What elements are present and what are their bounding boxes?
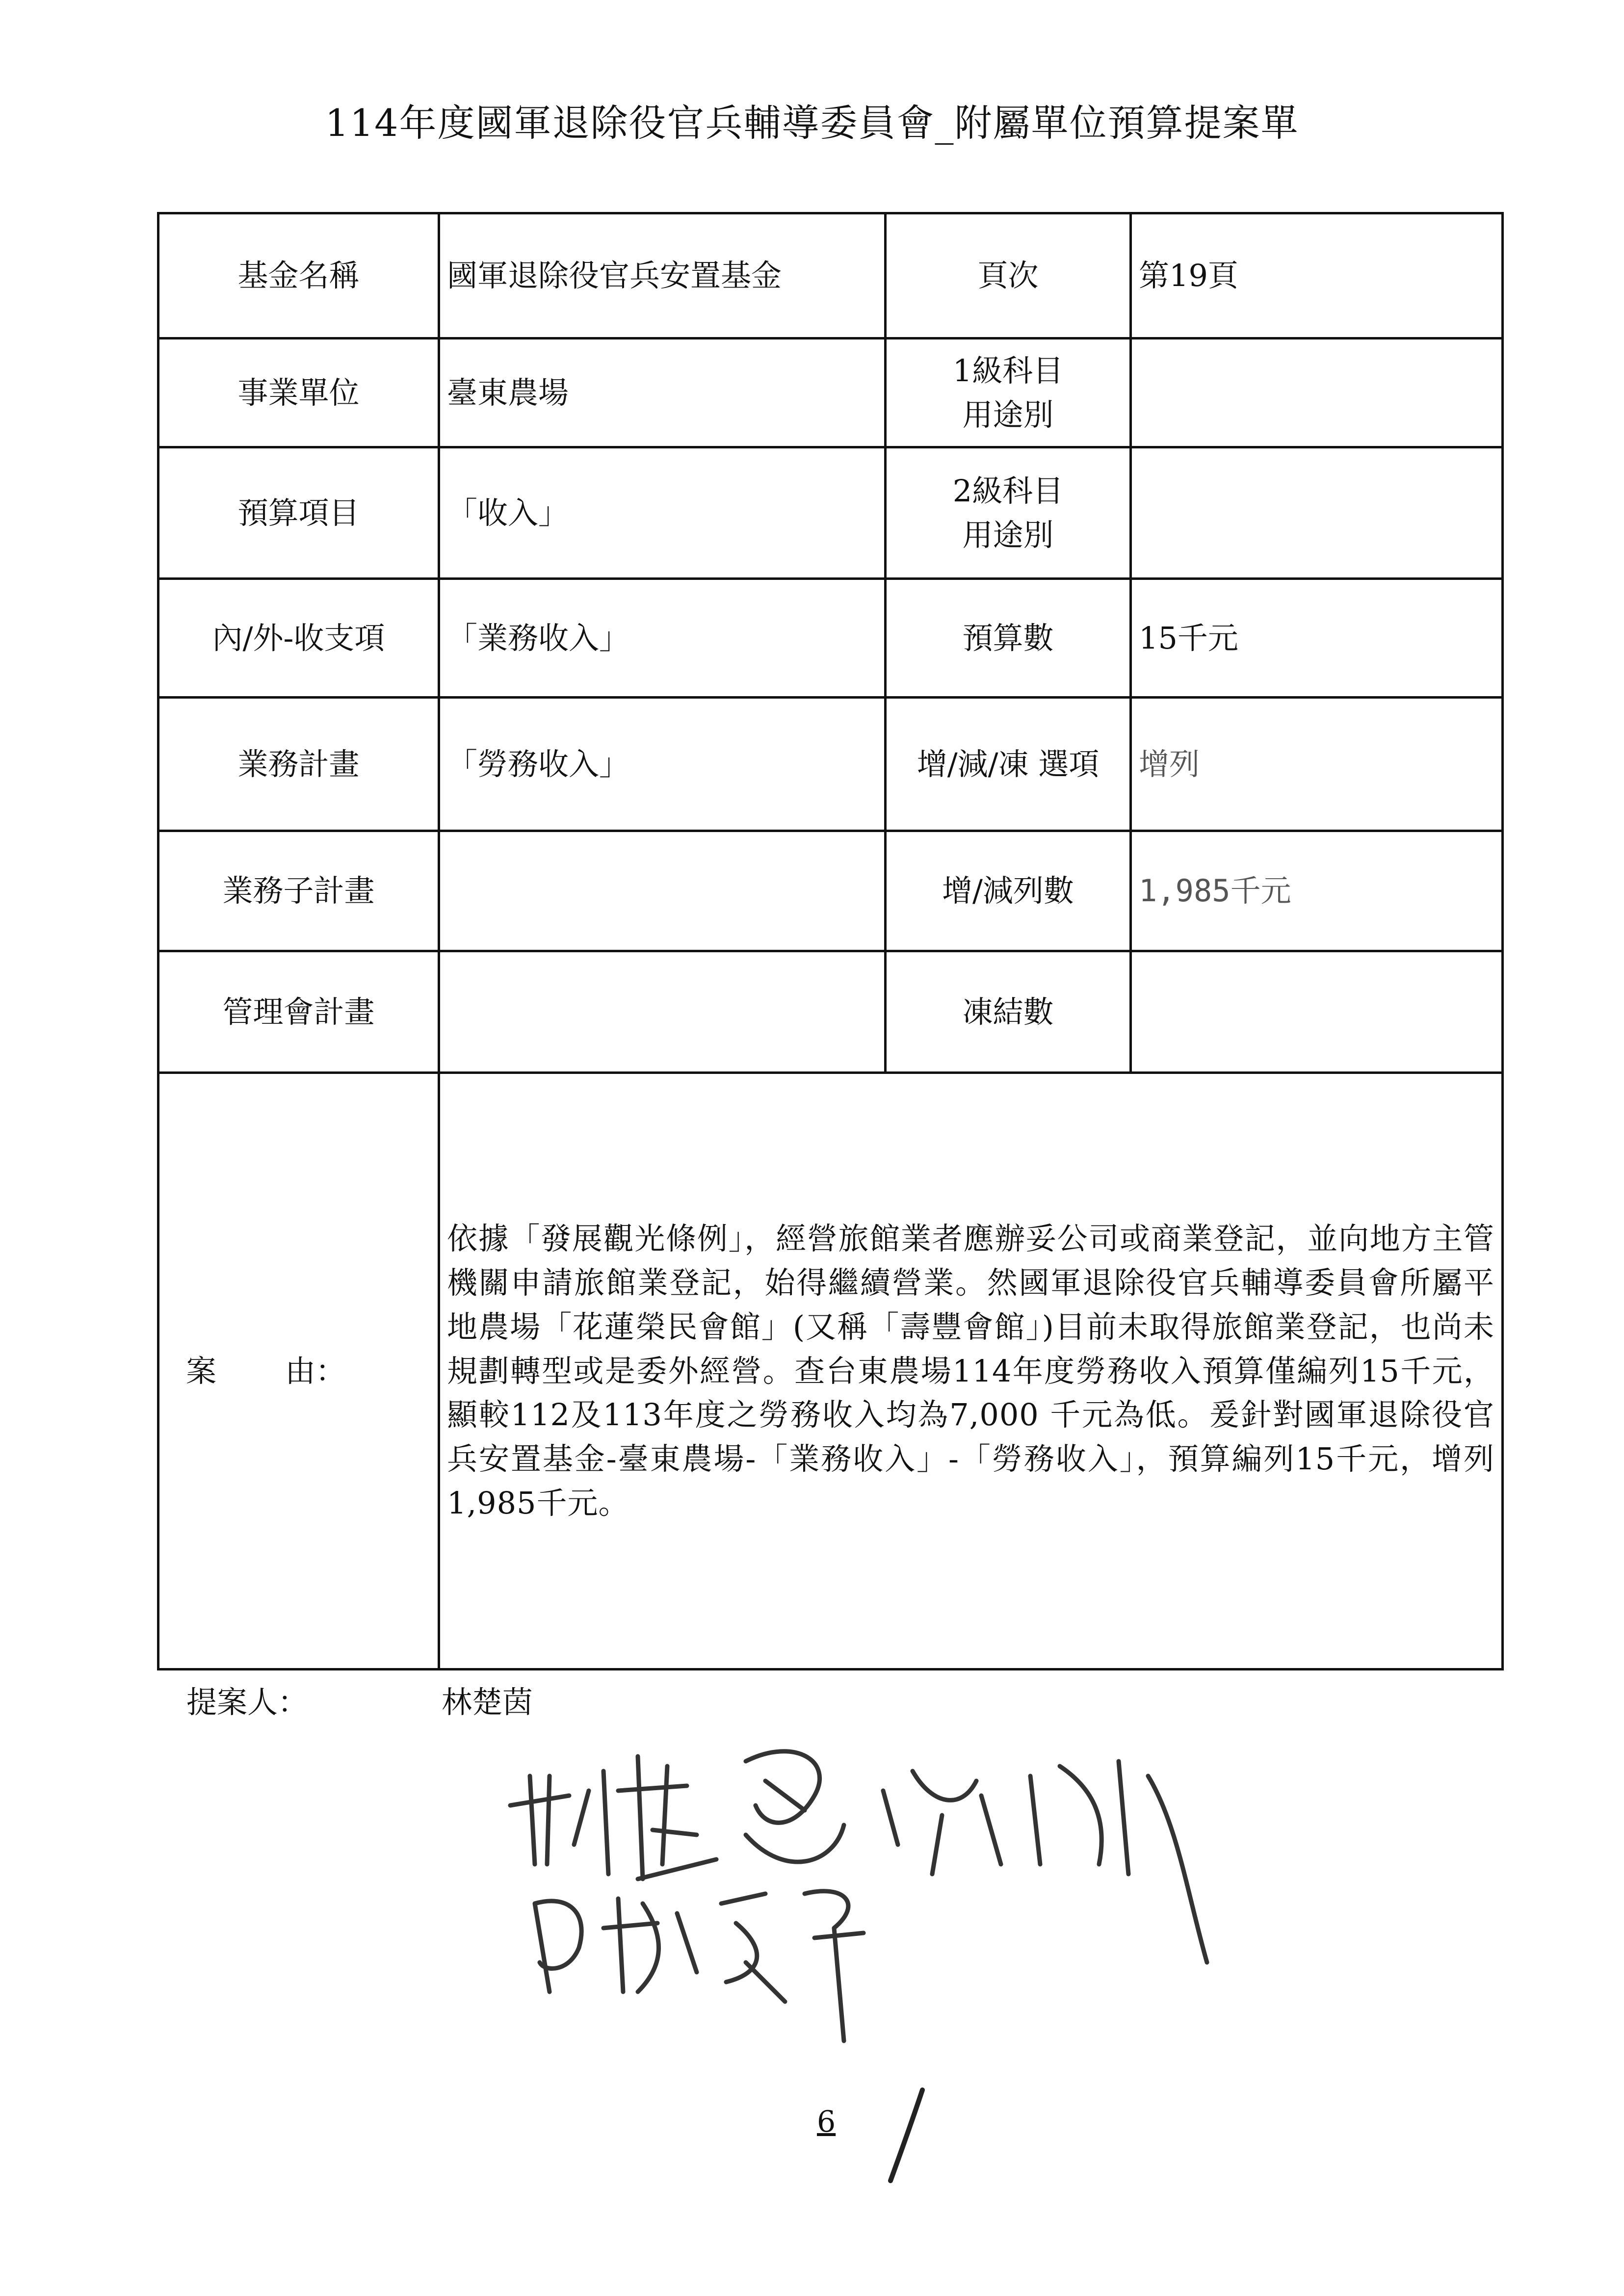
handwritten-signatures — [491, 1717, 1276, 2051]
fund-name-value: 國軍退除役官兵安置基金 — [439, 213, 886, 339]
frozen-amount-value — [1131, 951, 1503, 1073]
signature-stroke — [746, 1751, 844, 1862]
level1-subject-label — [886, 339, 1131, 447]
level1-subject-line2: 用途別 — [962, 396, 1054, 433]
proposer-name: 林楚茵 — [442, 1684, 533, 1720]
adjust-option-value: 增列 — [1131, 698, 1503, 831]
signature-stroke — [618, 1756, 716, 1879]
handwritten-mark — [878, 2080, 937, 2188]
mgmt-plan-value — [439, 951, 886, 1073]
fund-name-label: 基金名稱 — [158, 213, 439, 339]
reason-label-part2: 由： — [285, 1353, 346, 1389]
signature-stroke — [535, 1901, 581, 1992]
budget-amount-value: 15千元 — [1131, 579, 1503, 698]
level2-subject-line1: 2級科目 — [952, 472, 1064, 509]
level2-subject-line2: 用途別 — [962, 517, 1054, 553]
page-number: 6 — [817, 2105, 836, 2139]
page-ref-label: 頁次 — [886, 213, 1131, 339]
signature-stroke — [805, 1891, 864, 2041]
row-unit — [158, 339, 1503, 447]
row-category — [158, 579, 1503, 698]
level2-subject-value — [1131, 447, 1503, 579]
mgmt-plan-label: 管理會計畫 — [158, 951, 439, 1073]
signature-stroke — [603, 1899, 697, 1992]
proposal-form-table — [157, 212, 1504, 1670]
plan-value: 「勞務收入」 — [439, 698, 886, 831]
row-budget-item — [158, 447, 1503, 579]
proposer-label: 提案人： — [186, 1684, 309, 1720]
frozen-amount-label: 凍結數 — [886, 951, 1131, 1073]
row-reason — [158, 1073, 1503, 1670]
reason-label-part1: 案 — [186, 1353, 217, 1389]
unit-label: 事業單位 — [158, 339, 439, 447]
row-subplan — [158, 831, 1503, 951]
row-fund-name — [158, 213, 1503, 339]
category-value: 「業務收入」 — [439, 579, 886, 698]
signature-stroke — [721, 1894, 785, 2002]
level1-subject-value — [1131, 339, 1503, 447]
level1-subject-line1: 1級科目 — [952, 352, 1064, 389]
level2-subject-label — [886, 447, 1131, 579]
row-mgmt-plan — [158, 951, 1503, 1073]
subplan-value — [439, 831, 886, 951]
signature-stroke — [883, 1771, 1001, 1874]
reason-text: 依據「發展觀光條例」，經營旅館業者應辦妥公司或商業登記，並向地方主管機關申請旅館業登記，始得繼續營業。然國軍退除役官兵輔導委員會所屬平地農場「花蓮榮民會館」(又稱「壽豐會館」)目前未取得旅館業登記，也尚未規劃轉型或是委外經營。查台東農場114年度勞務收入預算僅編列15千元，顯較112及113年度之勞務收入均為7,000 千元為低。爰針對國軍退除役官兵安置基金-臺東農場-「業務收入」-「勞務收入」，預算編列15千元，增列1,985千元。 — [439, 1073, 1503, 1670]
row-plan — [158, 698, 1503, 831]
subplan-label: 業務子計畫 — [158, 831, 439, 951]
adjust-option-label: 增/減/凍 選項 — [886, 698, 1131, 831]
reason-label — [158, 1073, 439, 1670]
budget-amount-label: 預算數 — [886, 579, 1131, 698]
page-title: 114年度國軍退除役官兵輔導委員會_附屬單位預算提案單 — [325, 101, 1299, 145]
budget-item-label: 預算項目 — [158, 447, 439, 579]
budget-item-value: 「收入」 — [439, 447, 886, 579]
adjust-amount-label: 增/減列數 — [886, 831, 1131, 951]
adjust-amount-value: 1,985千元 — [1131, 831, 1503, 951]
signature-stroke — [510, 1771, 608, 1874]
unit-value: 臺東農場 — [439, 339, 886, 447]
plan-label: 業務計畫 — [158, 698, 439, 831]
page-ref-value: 第19頁 — [1131, 213, 1503, 339]
signature-stroke — [1030, 1761, 1207, 1962]
category-label: 內/外-收支項 — [158, 579, 439, 698]
